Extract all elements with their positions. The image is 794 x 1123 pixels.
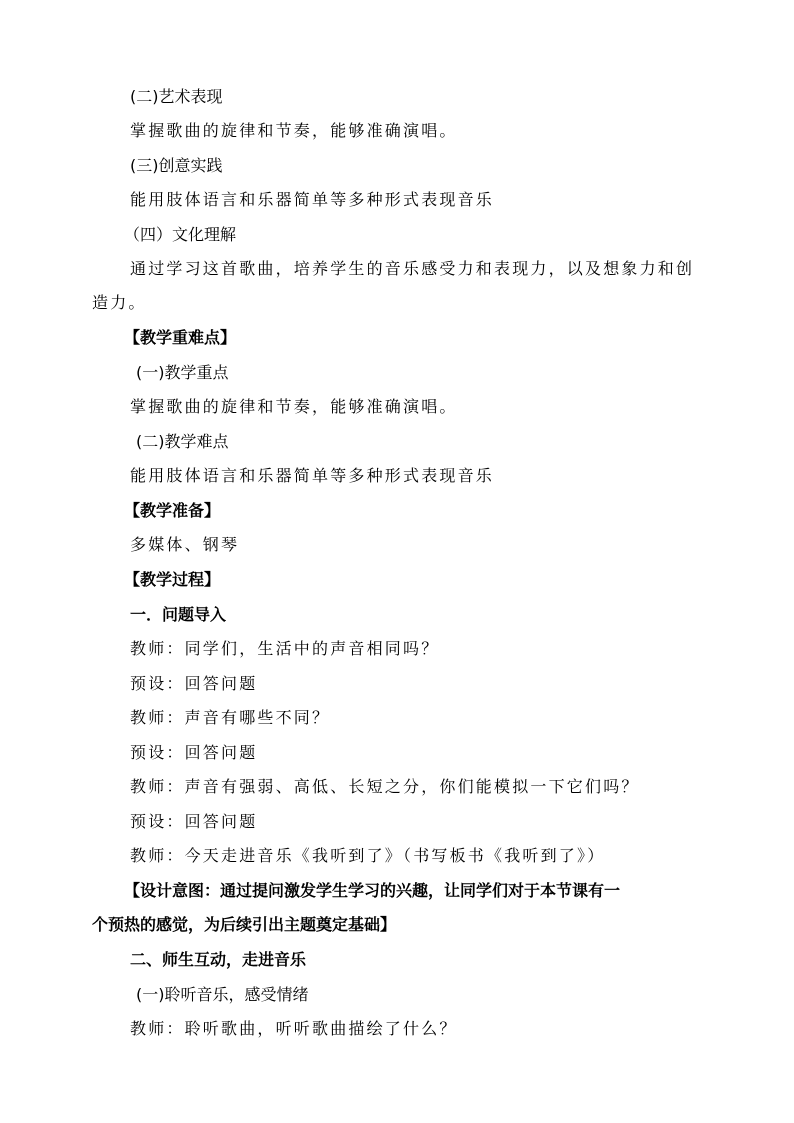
heading-creative-practice: (三)创意实践 xyxy=(130,156,223,175)
subheading-teaching-difficulty: (二)教学难点 xyxy=(136,432,229,451)
design-intent-note: 个预热的感觉，为后续引出主题奠定基础】 xyxy=(92,915,397,934)
heading-cultural-understanding: （四）文化理解 xyxy=(124,225,237,244)
dialogue-line: 预设：回答问题 xyxy=(130,743,258,762)
dialogue-line: 教师：今天走进音乐《我听到了》（书写板书《我听到了》） xyxy=(130,846,606,865)
section-title-process: 【教学过程】 xyxy=(124,570,221,589)
design-intent-note: 【设计意图：通过提问激发学生学习的兴趣，让同学们对于本节课有一 xyxy=(124,881,621,900)
dialogue-line: 教师：同学们，生活中的声音相同吗？ xyxy=(130,639,440,658)
heading-teacher-student-interaction: 二、师生互动，走进音乐 xyxy=(130,950,307,969)
heading-artistic-expression: (二)艺术表现 xyxy=(130,87,223,106)
heading-question-intro: 一．问题导入 xyxy=(130,605,227,624)
dialogue-line: 预设：回答问题 xyxy=(130,812,258,831)
paragraph-text: 多媒体、钢琴 xyxy=(130,535,240,554)
paragraph-text: 通过学习这首歌曲，培养学生的音乐感受力和表现力，以及想象力和创 xyxy=(130,259,695,278)
dialogue-line: 预设：回答问题 xyxy=(130,674,258,693)
dialogue-line: 教师：声音有哪些不同？ xyxy=(130,708,331,727)
paragraph-text: 掌握歌曲的旋律和节奏，能够准确演唱。 xyxy=(130,121,458,140)
dialogue-line: 教师：声音有强弱、高低、长短之分，你们能模拟一下它们吗？ xyxy=(130,777,640,796)
paragraph-text: 能用肢体语言和乐器简单等多种形式表现音乐 xyxy=(130,466,495,485)
paragraph-text: 掌握歌曲的旋律和节奏，能够准确演唱。 xyxy=(130,397,458,416)
section-title-key-points: 【教学重难点】 xyxy=(124,328,237,347)
subheading-teaching-focus: (一)教学重点 xyxy=(136,363,229,382)
paragraph-text: 能用肢体语言和乐器简单等多种形式表现音乐 xyxy=(130,190,495,209)
paragraph-text: 造力。 xyxy=(92,293,147,312)
dialogue-line: 教师：聆听歌曲，听听歌曲描绘了什么？ xyxy=(130,1019,458,1038)
subheading-listen-music: (一)聆听音乐，感受情绪 xyxy=(136,985,309,1004)
section-title-preparation: 【教学准备】 xyxy=(124,501,221,520)
